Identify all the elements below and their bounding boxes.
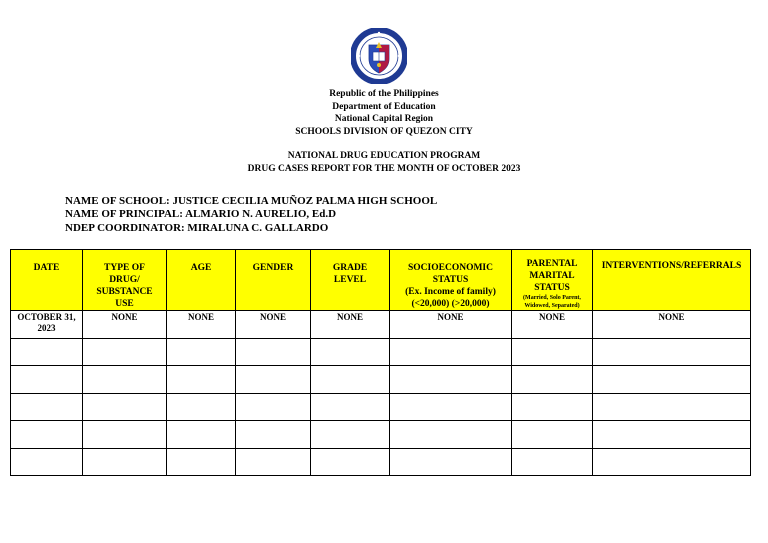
cell-grade-level: NONE [311,311,390,339]
school-name: NAME OF SCHOOL: JUSTICE CECILIA MUÑOZ PALMA HIGH SCHOOL [65,195,438,207]
table-row-empty [11,393,751,421]
cell-interventions: NONE [593,311,751,339]
cell-drug-type: NONE [83,311,167,339]
report-title-block [0,150,768,175]
col-drug-type: TYPE OF DRUG/ SUBSTANCE USE [83,250,167,311]
cell-age: NONE [167,311,236,339]
table-header-row [11,250,751,311]
table-row-empty [11,338,751,366]
col-date: DATE [11,250,83,311]
table-row-empty [11,421,751,449]
coordinator-name: NDEP COORDINATOR: MIRALUNA C. GALLARDO [65,221,329,234]
program-title: NATIONAL DRUG EDUCATION PROGRAM [287,151,481,161]
col-age: AGE [167,250,236,311]
cell-socioeconomic: NONE [390,311,512,339]
cell-gender: NONE [236,311,311,339]
report-title: DRUG CASES REPORT FOR THE MONTH OF OCTOBER 2023 [247,163,521,174]
table-row-empty [11,448,751,476]
col-interventions: INTERVENTIONS/REFERRALS [593,250,751,311]
table-row [11,311,751,339]
col-socioeconomic: SOCIOECONOMIC STATUS (Ex. Income of family) (<20,000) (>20,000) [390,250,512,311]
deped-seal-logo [351,28,407,84]
school-info [65,195,437,235]
parental-status-note-2: Widowed, Separated) [524,303,580,309]
header-region: National Capital Region [334,114,434,124]
cell-parental-status: NONE [512,311,593,339]
header-block [0,88,768,138]
col-grade-level: GRADE LEVEL [311,250,390,311]
table-row-empty [11,366,751,394]
drug-cases-table [10,249,751,476]
header-department: Department of Education [332,101,436,112]
col-gender: GENDER [236,250,311,311]
parental-status-note-1: (Married, Solo Parent, [523,295,581,301]
header-division: SCHOOLS DIVISION OF QUEZON CITY [295,126,473,137]
principal-name: NAME OF PRINCIPAL: ALMARIO N. AURELIO, Ed.D [65,208,337,221]
header-republic: Republic of the Philippines [329,89,439,99]
cell-date: OCTOBER 31, 2023 [11,311,83,339]
col-parental-status: PARENTAL MARITAL STATUS (Married, Solo Parent, Widowed, Separated) [512,250,593,311]
